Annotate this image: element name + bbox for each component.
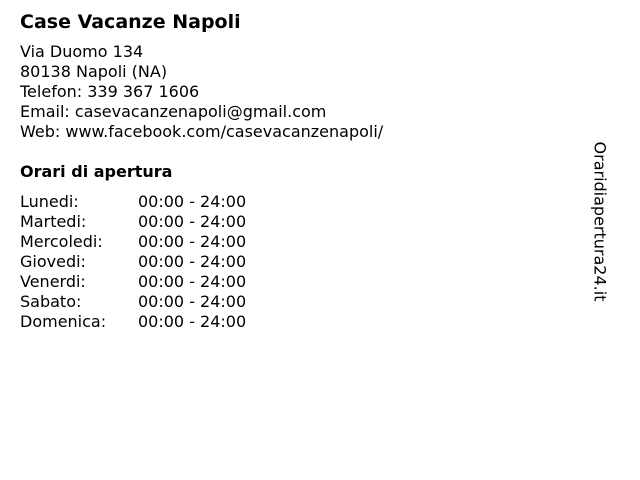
opening-hours-list — [20, 192, 383, 332]
address-street: Via Duomo 134 — [20, 42, 144, 61]
day-label: Venerdi: — [20, 272, 86, 291]
site-watermark: Oraridiapertura24.it — [590, 141, 610, 302]
time-range: 00:00 - 24:00 — [138, 272, 247, 291]
time-range: 00:00 - 24:00 — [138, 212, 247, 231]
hours-row-tuesday — [20, 212, 383, 232]
opening-hours-title: Orari di apertura — [20, 162, 173, 181]
time-range: 00:00 - 24:00 — [138, 192, 247, 211]
address-city: 80138 Napoli (NA) — [20, 62, 168, 81]
email-address: Email: casevacanzenapoli@gmail.com — [20, 102, 327, 121]
time-range: 00:00 - 24:00 — [138, 232, 247, 251]
hours-row-monday — [20, 192, 383, 212]
day-label: Domenica: — [20, 312, 107, 331]
hours-row-thursday — [20, 252, 383, 272]
hours-row-sunday — [20, 312, 383, 332]
day-label: Martedi: — [20, 212, 87, 231]
day-label: Mercoledi: — [20, 232, 103, 251]
phone-number: Telefon: 339 367 1606 — [20, 82, 200, 101]
time-range: 00:00 - 24:00 — [138, 312, 247, 331]
day-label: Lunedi: — [20, 192, 79, 211]
day-label: Sabato: — [20, 292, 82, 311]
website-link: Web: www.facebook.com/casevacanzenapoli/ — [20, 122, 384, 141]
time-range: 00:00 - 24:00 — [138, 252, 247, 271]
business-info-card — [20, 10, 383, 332]
hours-row-wednesday — [20, 232, 383, 252]
time-range: 00:00 - 24:00 — [138, 292, 247, 311]
business-name: Case Vacanze Napoli — [20, 11, 241, 33]
contact-info — [20, 42, 383, 142]
hours-row-friday — [20, 272, 383, 292]
day-label: Giovedi: — [20, 252, 86, 271]
hours-row-saturday — [20, 292, 383, 312]
